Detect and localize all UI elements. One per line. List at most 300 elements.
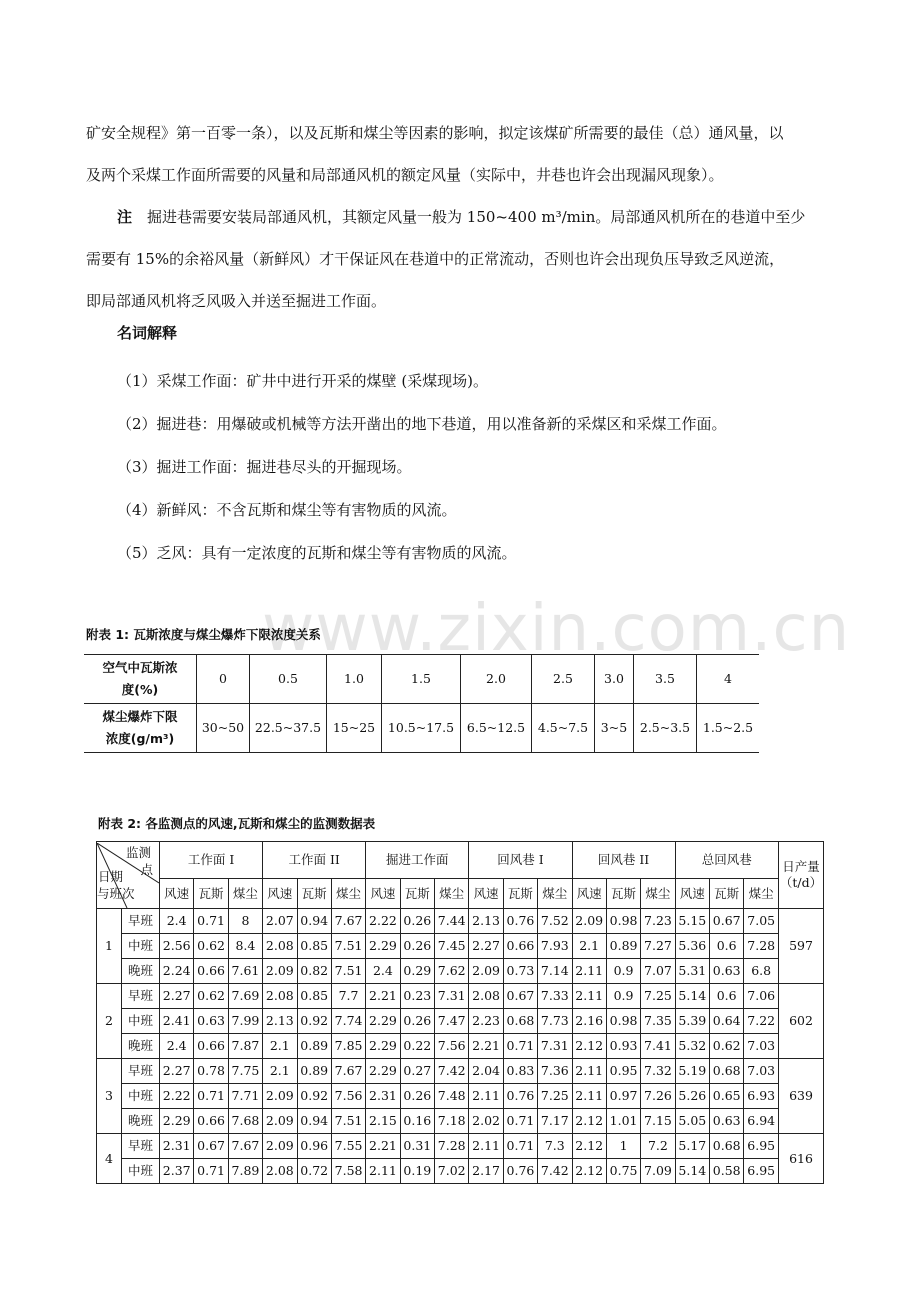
data-cell: 7.31: [435, 984, 469, 1009]
table-cell: 6.5~12.5: [461, 704, 532, 753]
data-cell: 7.67: [228, 1134, 262, 1159]
corner-top: 监测: [125, 844, 151, 860]
day-shift-cell: [97, 1059, 160, 1134]
data-cell: 7.09: [641, 1159, 675, 1184]
subheader-cell: 风速: [366, 879, 400, 909]
data-cell: 2.09: [263, 1084, 297, 1109]
data-cell: 2.09: [263, 1134, 297, 1159]
row-label: [84, 704, 197, 753]
subheader-cell: 瓦斯: [606, 879, 640, 909]
data-cell: 6.94: [744, 1109, 779, 1134]
glossary-item: （1）采煤工作面：矿井中进行开采的煤壁 (采煤现场)。: [117, 372, 489, 390]
data-cell: 5.14: [675, 984, 709, 1009]
data-cell: 2.09: [469, 959, 503, 984]
note-label: 注: [117, 208, 133, 226]
data-cell: 6.95: [744, 1134, 779, 1159]
day-label: 4: [97, 1134, 122, 1183]
data-cell: 7.23: [641, 909, 675, 934]
data-cell: 0.82: [297, 959, 331, 984]
subheader-cell: 风速: [469, 879, 503, 909]
glossary-heading: 名词解释: [117, 324, 178, 342]
group-header: 总回风巷: [675, 842, 778, 879]
subheader-cell: 风速: [263, 879, 297, 909]
data-cell: 2.56: [160, 934, 194, 959]
data-cell: 0.6: [710, 984, 744, 1009]
group-header: 回风巷 II: [572, 842, 675, 879]
data-cell: 2.41: [160, 1009, 194, 1034]
table2-caption: 附表 2: 各监测点的风速,瓦斯和煤尘的监测数据表: [98, 816, 376, 831]
data-cell: 7.03: [744, 1034, 779, 1059]
data-cell: 7.51: [331, 934, 365, 959]
data-cell: 0.19: [400, 1159, 434, 1184]
data-cell: 0.71: [503, 1134, 537, 1159]
data-cell: 7.87: [228, 1034, 262, 1059]
data-cell: 0.27: [400, 1059, 434, 1084]
data-cell: 2.12: [572, 1159, 606, 1184]
row-label-line: 浓度(g/m³): [105, 731, 175, 746]
data-cell: 7.7: [331, 984, 365, 1009]
data-cell: 2.24: [160, 959, 194, 984]
data-cell: 7.35: [641, 1009, 675, 1034]
data-cell: 6.95: [744, 1159, 779, 1184]
data-cell: 2.4: [160, 1034, 194, 1059]
table2-row: [97, 1134, 824, 1159]
data-cell: 7.25: [538, 1084, 572, 1109]
data-cell: 2.11: [469, 1134, 503, 1159]
data-cell: 0.67: [194, 1134, 228, 1159]
data-cell: 0.68: [710, 1134, 744, 1159]
data-cell: 7.51: [331, 959, 365, 984]
glossary-item: （4）新鲜风：不含瓦斯和煤尘等有害物质的风流。: [117, 501, 457, 519]
data-cell: 2.12: [572, 1134, 606, 1159]
table-cell: 0: [197, 655, 250, 704]
group-header: 掘进工作面: [366, 842, 469, 879]
data-cell: 0.67: [710, 909, 744, 934]
data-cell: 2.31: [366, 1084, 400, 1109]
table2-row: [97, 959, 824, 984]
table-cell: 2.5~3.5: [634, 704, 697, 753]
data-cell: 2.4: [160, 909, 194, 934]
data-cell: 2.29: [366, 1059, 400, 1084]
subheader-cell: 煤尘: [331, 879, 365, 909]
table2-row: [97, 1009, 824, 1034]
data-cell: 7.26: [641, 1084, 675, 1109]
data-cell: 7.2: [641, 1134, 675, 1159]
data-cell: 7.05: [744, 909, 779, 934]
group-header: 工作面 I: [160, 842, 263, 879]
table2-row: [97, 1034, 824, 1059]
data-cell: 0.76: [503, 1159, 537, 1184]
data-cell: 2.27: [469, 934, 503, 959]
data-cell: 5.15: [675, 909, 709, 934]
subheader-cell: 煤尘: [228, 879, 262, 909]
output-header: [779, 842, 824, 909]
data-cell: 2.13: [263, 1009, 297, 1034]
data-cell: 5.36: [675, 934, 709, 959]
data-cell: 7.3: [538, 1134, 572, 1159]
subheader-cell: 煤尘: [641, 879, 675, 909]
table2: [96, 841, 824, 1184]
data-cell: 7.67: [331, 1059, 365, 1084]
data-cell: 1.01: [606, 1109, 640, 1134]
subheader-cell: 瓦斯: [297, 879, 331, 909]
subheader-cell: 风速: [572, 879, 606, 909]
data-cell: 0.73: [503, 959, 537, 984]
text-line: 即局部通风机将乏风吸入并送至掘进工作面。: [86, 292, 387, 310]
table2-header-row: [97, 842, 824, 879]
data-cell: 7.58: [331, 1159, 365, 1184]
data-cell: 2.15: [366, 1109, 400, 1134]
shift-label: 晚班: [127, 963, 153, 978]
table-cell: 10.5~17.5: [382, 704, 461, 753]
table-cell: 3.0: [595, 655, 634, 704]
daily-output: 597: [779, 909, 824, 984]
data-cell: 0.26: [400, 1009, 434, 1034]
shift-label: 中班: [127, 1163, 153, 1178]
table-cell: 4.5~7.5: [532, 704, 595, 753]
data-cell: 2.13: [469, 909, 503, 934]
shift-label: 早班: [122, 1134, 159, 1159]
data-cell: 2.04: [469, 1059, 503, 1084]
table2-row: [97, 1084, 824, 1109]
data-cell: 0.98: [606, 1009, 640, 1034]
data-cell: 7.56: [435, 1034, 469, 1059]
data-cell: 0.16: [400, 1109, 434, 1134]
data-cell: 0.93: [606, 1034, 640, 1059]
data-cell: 7.93: [538, 934, 572, 959]
table-cell: 1.5: [382, 655, 461, 704]
subheader-cell: 瓦斯: [400, 879, 434, 909]
glossary-list: [117, 366, 727, 581]
table2-row: [97, 984, 824, 1009]
table-cell: 3.5: [634, 655, 697, 704]
data-cell: 7.25: [641, 984, 675, 1009]
data-cell: 7.41: [641, 1034, 675, 1059]
data-cell: 7.42: [435, 1059, 469, 1084]
data-cell: 7.52: [538, 909, 572, 934]
table-cell: 15~25: [327, 704, 382, 753]
data-cell: 2.23: [469, 1009, 503, 1034]
data-cell: 2.37: [160, 1159, 194, 1184]
data-cell: 2.09: [572, 909, 606, 934]
data-cell: 7.17: [538, 1109, 572, 1134]
data-cell: 7.56: [331, 1084, 365, 1109]
subheader-cell: 风速: [160, 879, 194, 909]
table1-caption: 附表 1: 瓦斯浓度与煤尘爆炸下限浓度关系: [86, 627, 321, 642]
data-cell: 2.11: [366, 1159, 400, 1184]
shift-label: 早班: [122, 909, 159, 934]
data-cell: 0.31: [400, 1134, 434, 1159]
data-cell: 2.27: [160, 984, 194, 1009]
data-cell: 0.26: [400, 934, 434, 959]
day-shift-cell: [97, 909, 160, 984]
data-cell: 0.63: [710, 1109, 744, 1134]
data-cell: 7.28: [744, 934, 779, 959]
data-cell: 0.94: [297, 909, 331, 934]
data-cell: 5.26: [675, 1084, 709, 1109]
data-cell: 7.45: [435, 934, 469, 959]
shift-label: 中班: [122, 934, 159, 959]
text-line: 矿安全规程》第一百零一条），以及瓦斯和煤尘等因素的影响，拟定该煤矿所需要的最佳（总）通风量，以: [86, 124, 784, 142]
data-cell: 7.67: [331, 909, 365, 934]
data-cell: 7.47: [435, 1009, 469, 1034]
data-cell: 0.66: [194, 1034, 228, 1059]
shift-label: 中班: [122, 1084, 159, 1109]
glossary-item: （5）乏风：具有一定浓度的瓦斯和煤尘等有害物质的风流。: [117, 544, 517, 562]
table2-row: [97, 909, 824, 934]
subheader-cell: 风速: [675, 879, 709, 909]
shift-label: 中班: [122, 1009, 159, 1034]
data-cell: 2.17: [469, 1159, 503, 1184]
data-cell: 2.08: [469, 984, 503, 1009]
data-cell: 7.99: [228, 1009, 262, 1034]
data-cell: 2.11: [572, 984, 606, 1009]
data-cell: 0.97: [606, 1084, 640, 1109]
data-cell: 8.4: [228, 934, 262, 959]
output-header-line: 日产量: [782, 859, 820, 874]
data-cell: 0.94: [297, 1109, 331, 1134]
data-cell: 0.76: [503, 909, 537, 934]
data-cell: 5.17: [675, 1134, 709, 1159]
data-cell: 0.89: [606, 934, 640, 959]
daily-output: 616: [779, 1134, 824, 1184]
data-cell: 7.14: [538, 959, 572, 984]
corner-mid: 点: [140, 861, 153, 877]
data-cell: 0.9: [606, 959, 640, 984]
data-cell: 0.95: [606, 1059, 640, 1084]
data-cell: 0.71: [194, 1159, 228, 1184]
data-cell: 0.96: [297, 1134, 331, 1159]
corner-cell: [97, 842, 160, 909]
data-cell: 7.02: [435, 1159, 469, 1184]
data-cell: 2.11: [572, 959, 606, 984]
day-label: 1: [97, 909, 122, 983]
table1-row: [84, 704, 759, 753]
data-cell: 0.71: [194, 909, 228, 934]
data-cell: 5.05: [675, 1109, 709, 1134]
data-cell: 0.89: [297, 1059, 331, 1084]
data-cell: 7.06: [744, 984, 779, 1009]
data-cell: 2.27: [160, 1059, 194, 1084]
shift-label: 晚班: [127, 1038, 153, 1053]
data-cell: 7.36: [538, 1059, 572, 1084]
data-cell: 0.78: [194, 1059, 228, 1084]
subheader-cell: 煤尘: [538, 879, 572, 909]
data-cell: 0.26: [400, 1084, 434, 1109]
data-cell: 7.48: [435, 1084, 469, 1109]
data-cell: 2.08: [263, 984, 297, 1009]
row-label-line: 度(%): [121, 682, 159, 697]
data-cell: 5.39: [675, 1009, 709, 1034]
data-cell: 0.62: [194, 934, 228, 959]
data-cell: 0.68: [503, 1009, 537, 1034]
shift-label: 早班: [122, 1059, 159, 1084]
data-cell: 2.11: [469, 1084, 503, 1109]
data-cell: 7.61: [228, 959, 262, 984]
data-cell: 0.68: [710, 1059, 744, 1084]
row-label: [84, 655, 197, 704]
text-line: 掘进巷需要安装局部通风机，其额定风量一般为 150~400 m³/min。局部通风机所在的巷道中至少: [132, 208, 806, 226]
data-cell: 0.9: [606, 984, 640, 1009]
table2-row: [97, 1159, 824, 1184]
data-cell: 0.71: [503, 1109, 537, 1134]
data-cell: 7.68: [228, 1109, 262, 1134]
group-header: 回风巷 I: [469, 842, 572, 879]
glossary-item: （2）掘进巷：用爆破或机械等方法开凿出的地下巷道，用以准备新的采煤区和采煤工作面。: [117, 415, 727, 433]
subheader-cell: 瓦斯: [194, 879, 228, 909]
subheader-cell: 瓦斯: [710, 879, 744, 909]
data-cell: 2.11: [572, 1084, 606, 1109]
data-cell: 0.23: [400, 984, 434, 1009]
data-cell: 7.31: [538, 1034, 572, 1059]
data-cell: 0.26: [400, 909, 434, 934]
data-cell: 2.4: [366, 959, 400, 984]
data-cell: 7.71: [228, 1084, 262, 1109]
data-cell: 0.62: [194, 984, 228, 1009]
table-cell: 1.5~2.5: [697, 704, 760, 753]
daily-output: 602: [779, 984, 824, 1059]
data-cell: 2.29: [160, 1109, 194, 1134]
table2-subheader-row: [97, 879, 824, 909]
data-cell: 0.66: [194, 1109, 228, 1134]
data-cell: 7.22: [744, 1009, 779, 1034]
data-cell: 2.08: [263, 1159, 297, 1184]
data-cell: 0.66: [503, 934, 537, 959]
data-cell: 5.14: [675, 1159, 709, 1184]
table-cell: 2.0: [461, 655, 532, 704]
data-cell: 7.18: [435, 1109, 469, 1134]
data-cell: 2.16: [572, 1009, 606, 1034]
data-cell: 2.22: [160, 1084, 194, 1109]
row-label-line: 煤尘爆炸下限: [102, 709, 178, 724]
data-cell: 0.62: [710, 1034, 744, 1059]
subheader-cell: 煤尘: [435, 879, 469, 909]
data-cell: 5.32: [675, 1034, 709, 1059]
data-cell: 7.69: [228, 984, 262, 1009]
data-cell: 2.09: [263, 959, 297, 984]
data-cell: 7.33: [538, 984, 572, 1009]
data-cell: 0.89: [297, 1034, 331, 1059]
data-cell: 0.85: [297, 984, 331, 1009]
data-cell: 0.92: [297, 1009, 331, 1034]
corner-left: 日期: [98, 868, 124, 884]
data-cell: 2.29: [366, 1009, 400, 1034]
shift-label: 早班: [122, 984, 159, 1009]
data-cell: 0.66: [194, 959, 228, 984]
data-cell: 5.19: [675, 1059, 709, 1084]
data-cell: 7.42: [538, 1159, 572, 1184]
data-cell: 7.03: [744, 1059, 779, 1084]
data-cell: 2.21: [469, 1034, 503, 1059]
output-header-line: （t/d）: [779, 875, 823, 890]
data-cell: 0.67: [503, 984, 537, 1009]
data-cell: 6.93: [744, 1084, 779, 1109]
data-cell: 7.15: [641, 1109, 675, 1134]
table-cell: 3~5: [595, 704, 634, 753]
data-cell: 2.07: [263, 909, 297, 934]
subheader-cell: 煤尘: [744, 879, 779, 909]
data-cell: 2.29: [366, 934, 400, 959]
data-cell: 2.1: [263, 1059, 297, 1084]
data-cell: 0.6: [710, 934, 744, 959]
table-cell: 22.5~37.5: [250, 704, 327, 753]
data-cell: 2.29: [366, 1034, 400, 1059]
data-cell: 0.22: [400, 1034, 434, 1059]
text-line: 需要有 15%的余裕风量（新鲜风）才干保证风在巷道中的正常流动，否则也许会出现负压导致乏风逆流，: [86, 250, 785, 268]
watermark: www.zixin.com.cn: [262, 592, 851, 666]
table2-row: [97, 934, 824, 959]
data-cell: 7.51: [331, 1109, 365, 1134]
data-cell: 0.85: [297, 934, 331, 959]
shift-label: 晚班: [127, 1113, 153, 1128]
data-cell: 2.31: [160, 1134, 194, 1159]
data-cell: 2.1: [263, 1034, 297, 1059]
data-cell: 2.02: [469, 1109, 503, 1134]
data-cell: 2.11: [572, 1059, 606, 1084]
table-cell: 0.5: [250, 655, 327, 704]
note-paragraph: [86, 196, 838, 322]
data-cell: 0.71: [503, 1034, 537, 1059]
table-cell: 30~50: [197, 704, 250, 753]
daily-output: 639: [779, 1059, 824, 1134]
data-cell: 7.44: [435, 909, 469, 934]
row-label-line: 空气中瓦斯浓: [102, 660, 178, 675]
data-cell: 8: [228, 909, 262, 934]
table1-row: [84, 655, 759, 704]
data-cell: 7.32: [641, 1059, 675, 1084]
paragraph-continuation: [86, 112, 838, 196]
data-cell: 7.89: [228, 1159, 262, 1184]
table1: [84, 654, 759, 753]
data-cell: 0.71: [194, 1084, 228, 1109]
data-cell: 2.12: [572, 1109, 606, 1134]
data-cell: 0.83: [503, 1059, 537, 1084]
data-cell: 7.55: [331, 1134, 365, 1159]
table-cell: 2.5: [532, 655, 595, 704]
table-cell: 4: [697, 655, 760, 704]
data-cell: 0.64: [710, 1009, 744, 1034]
table2-row: [97, 1059, 824, 1084]
glossary-item: （3）掘进工作面：掘进巷尽头的开掘现场。: [117, 458, 412, 476]
data-cell: 0.63: [194, 1009, 228, 1034]
data-cell: 6.8: [744, 959, 779, 984]
data-cell: 1: [606, 1134, 640, 1159]
data-cell: 0.72: [297, 1159, 331, 1184]
data-cell: 7.85: [331, 1034, 365, 1059]
data-cell: 0.63: [710, 959, 744, 984]
day-shift-cell: [97, 984, 160, 1059]
data-cell: 7.07: [641, 959, 675, 984]
data-cell: 0.58: [710, 1159, 744, 1184]
data-cell: 2.09: [263, 1109, 297, 1134]
data-cell: 2.22: [366, 909, 400, 934]
data-cell: 2.12: [572, 1034, 606, 1059]
day-shift-cell: [97, 1134, 160, 1184]
data-cell: 7.75: [228, 1059, 262, 1084]
data-cell: 0.29: [400, 959, 434, 984]
text-line: 及两个采煤工作面所需要的风量和局部通风机的额定风量（实际中，井巷也许会出现漏风现象）。: [86, 166, 724, 184]
group-header: 工作面 II: [263, 842, 366, 879]
data-cell: 7.62: [435, 959, 469, 984]
data-cell: 7.28: [435, 1134, 469, 1159]
data-cell: 2.08: [263, 934, 297, 959]
data-cell: 2.21: [366, 984, 400, 1009]
data-cell: 7.74: [331, 1009, 365, 1034]
data-cell: 7.27: [641, 934, 675, 959]
table2-row: [97, 1109, 824, 1134]
data-cell: 0.65: [710, 1084, 744, 1109]
table-cell: 1.0: [327, 655, 382, 704]
